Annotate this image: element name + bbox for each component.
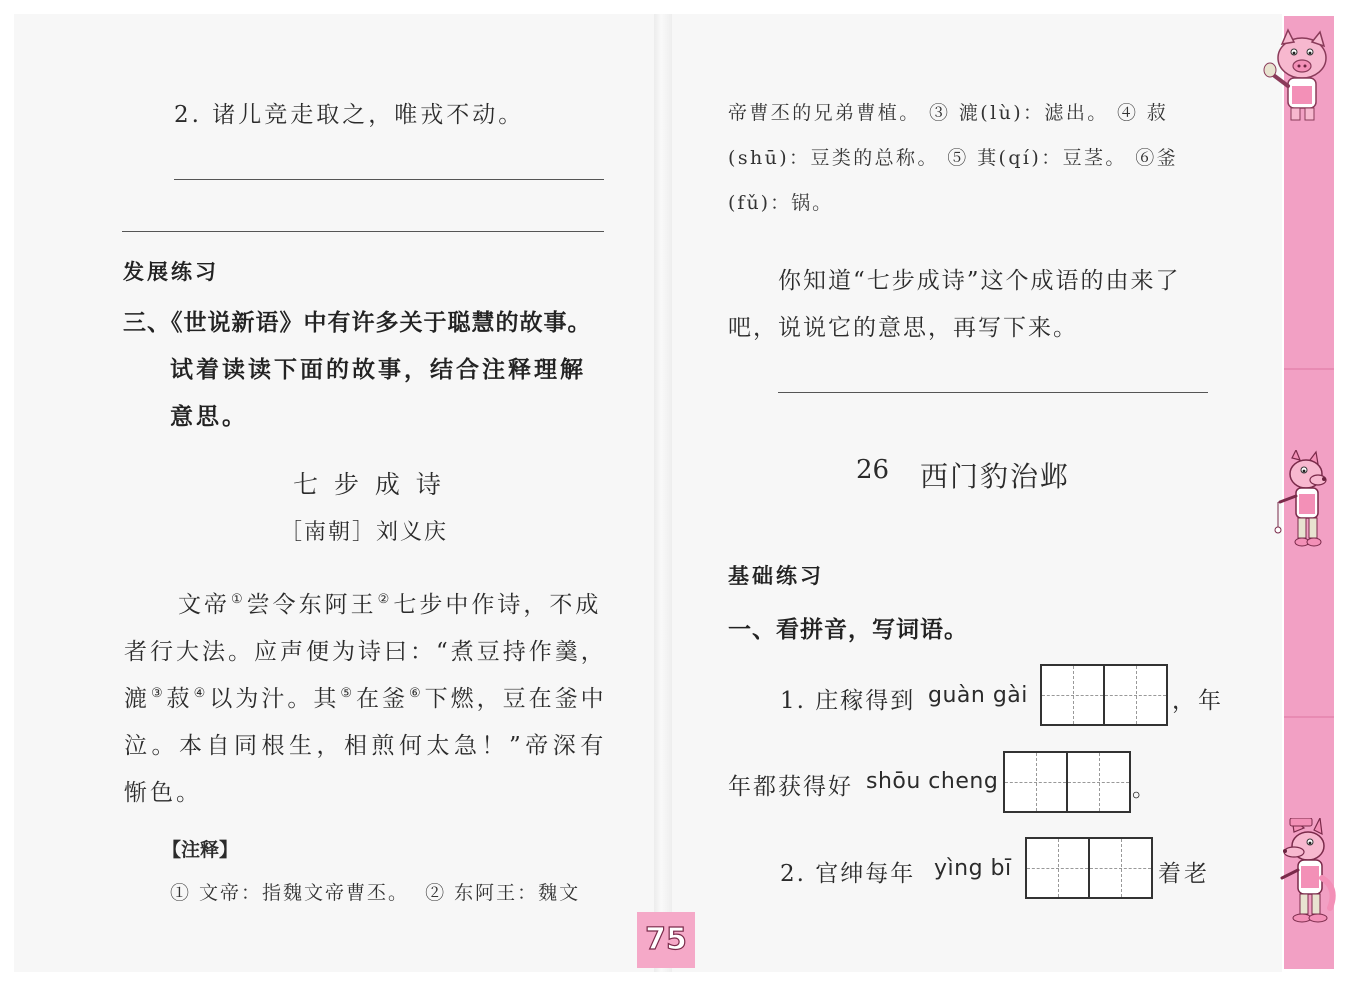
page-number: 75 — [637, 912, 695, 968]
q1-1-prefix: 1. 庄稼得到 — [780, 688, 916, 714]
notes-line-4: (fǔ)：锅。 — [728, 192, 834, 214]
answer-line[interactable] — [778, 392, 1208, 393]
writing-cell[interactable] — [1042, 666, 1105, 724]
writing-cell[interactable] — [1090, 839, 1151, 897]
answer-line[interactable] — [174, 179, 604, 180]
q1-1-cont-suffix: 。 — [1132, 776, 1158, 802]
prompt-line-2: 吧，说说它的意思，再写下来。 — [728, 315, 1078, 341]
lesson-title: 西门豹治邺 — [920, 460, 1071, 493]
story-line-2: 者行大法。应声便为诗曰：“煮豆持作羹， — [124, 639, 607, 665]
story-line-3: 漉③菽④以为汁。其⑤在釜⑥下燃，豆在釜中 — [124, 686, 607, 712]
writing-grid-shou-cheng[interactable] — [1003, 751, 1131, 813]
writing-grid-ying-bi[interactable] — [1025, 837, 1153, 899]
notes-line-3: (shū)：豆类的总称。 ⑤ 萁(qí)：豆茎。 ⑥釜 — [728, 147, 1179, 169]
question-3-line-3: 意思。 — [170, 404, 248, 430]
writing-cell[interactable] — [1068, 753, 1129, 811]
section-heading-development: 发展练习 — [123, 260, 219, 284]
section-heading-basic: 基础练习 — [728, 564, 824, 588]
notes-heading: 【注释】 — [162, 839, 239, 861]
q1-1-cont-prefix: 年都获得好 — [728, 774, 853, 800]
notes-line-2: 帝曹丕的兄弟曹植。 ③ 漉(lù)：滤出。 ④ 菽 — [728, 102, 1169, 124]
answer-line[interactable] — [122, 231, 604, 232]
story-line-5: 惭色。 — [124, 780, 202, 806]
fox-mascot-icon — [1264, 818, 1342, 928]
q1-1-cont-pinyin: shōu cheng — [866, 769, 999, 794]
q1-2-suffix: 着老 — [1158, 861, 1210, 887]
question-3-line-1: 三、《世说新语》中有许多关于聪慧的故事。 — [123, 310, 592, 336]
writing-cell[interactable] — [1105, 666, 1166, 724]
notes-line-1: ① 文帝：指魏文帝曹丕。 ② 东阿王：魏文 — [170, 882, 581, 904]
q1-2-pinyin: yìng bī — [934, 856, 1012, 881]
story-title: 七 步 成 诗 — [293, 470, 445, 499]
q1-2-prefix: 2. 官绅每年 — [780, 861, 916, 887]
writing-cell[interactable] — [1027, 839, 1090, 897]
prompt-line-1: 你知道“七步成诗”这个成语的由来了 — [778, 268, 1181, 294]
q1-1-suffix: ，年 — [1172, 688, 1224, 714]
story-line-1: 文帝①尝令东阿王②七步中作诗，不成 — [178, 592, 602, 618]
question-2-text: 2. 诸儿竞走取之，唯戎不动。 — [174, 102, 525, 128]
pig-mascot-icon — [1262, 28, 1340, 124]
story-author: ［南朝］刘义庆 — [280, 520, 449, 545]
question-3-line-2: 试着读读下面的故事，结合注释理解 — [170, 357, 586, 383]
question-1-heading: 一、看拼音，写词语。 — [728, 617, 968, 643]
story-line-4: 泣。本自同根生，相煎何太急！”帝深有 — [124, 733, 608, 759]
writing-grid-guan-gai[interactable] — [1040, 664, 1168, 726]
wolf-mascot-icon — [1266, 450, 1338, 550]
lesson-number: 26 — [856, 455, 890, 485]
writing-cell[interactable] — [1005, 753, 1068, 811]
q1-1-pinyin: guàn gài — [928, 683, 1028, 708]
book-gutter — [654, 14, 672, 972]
